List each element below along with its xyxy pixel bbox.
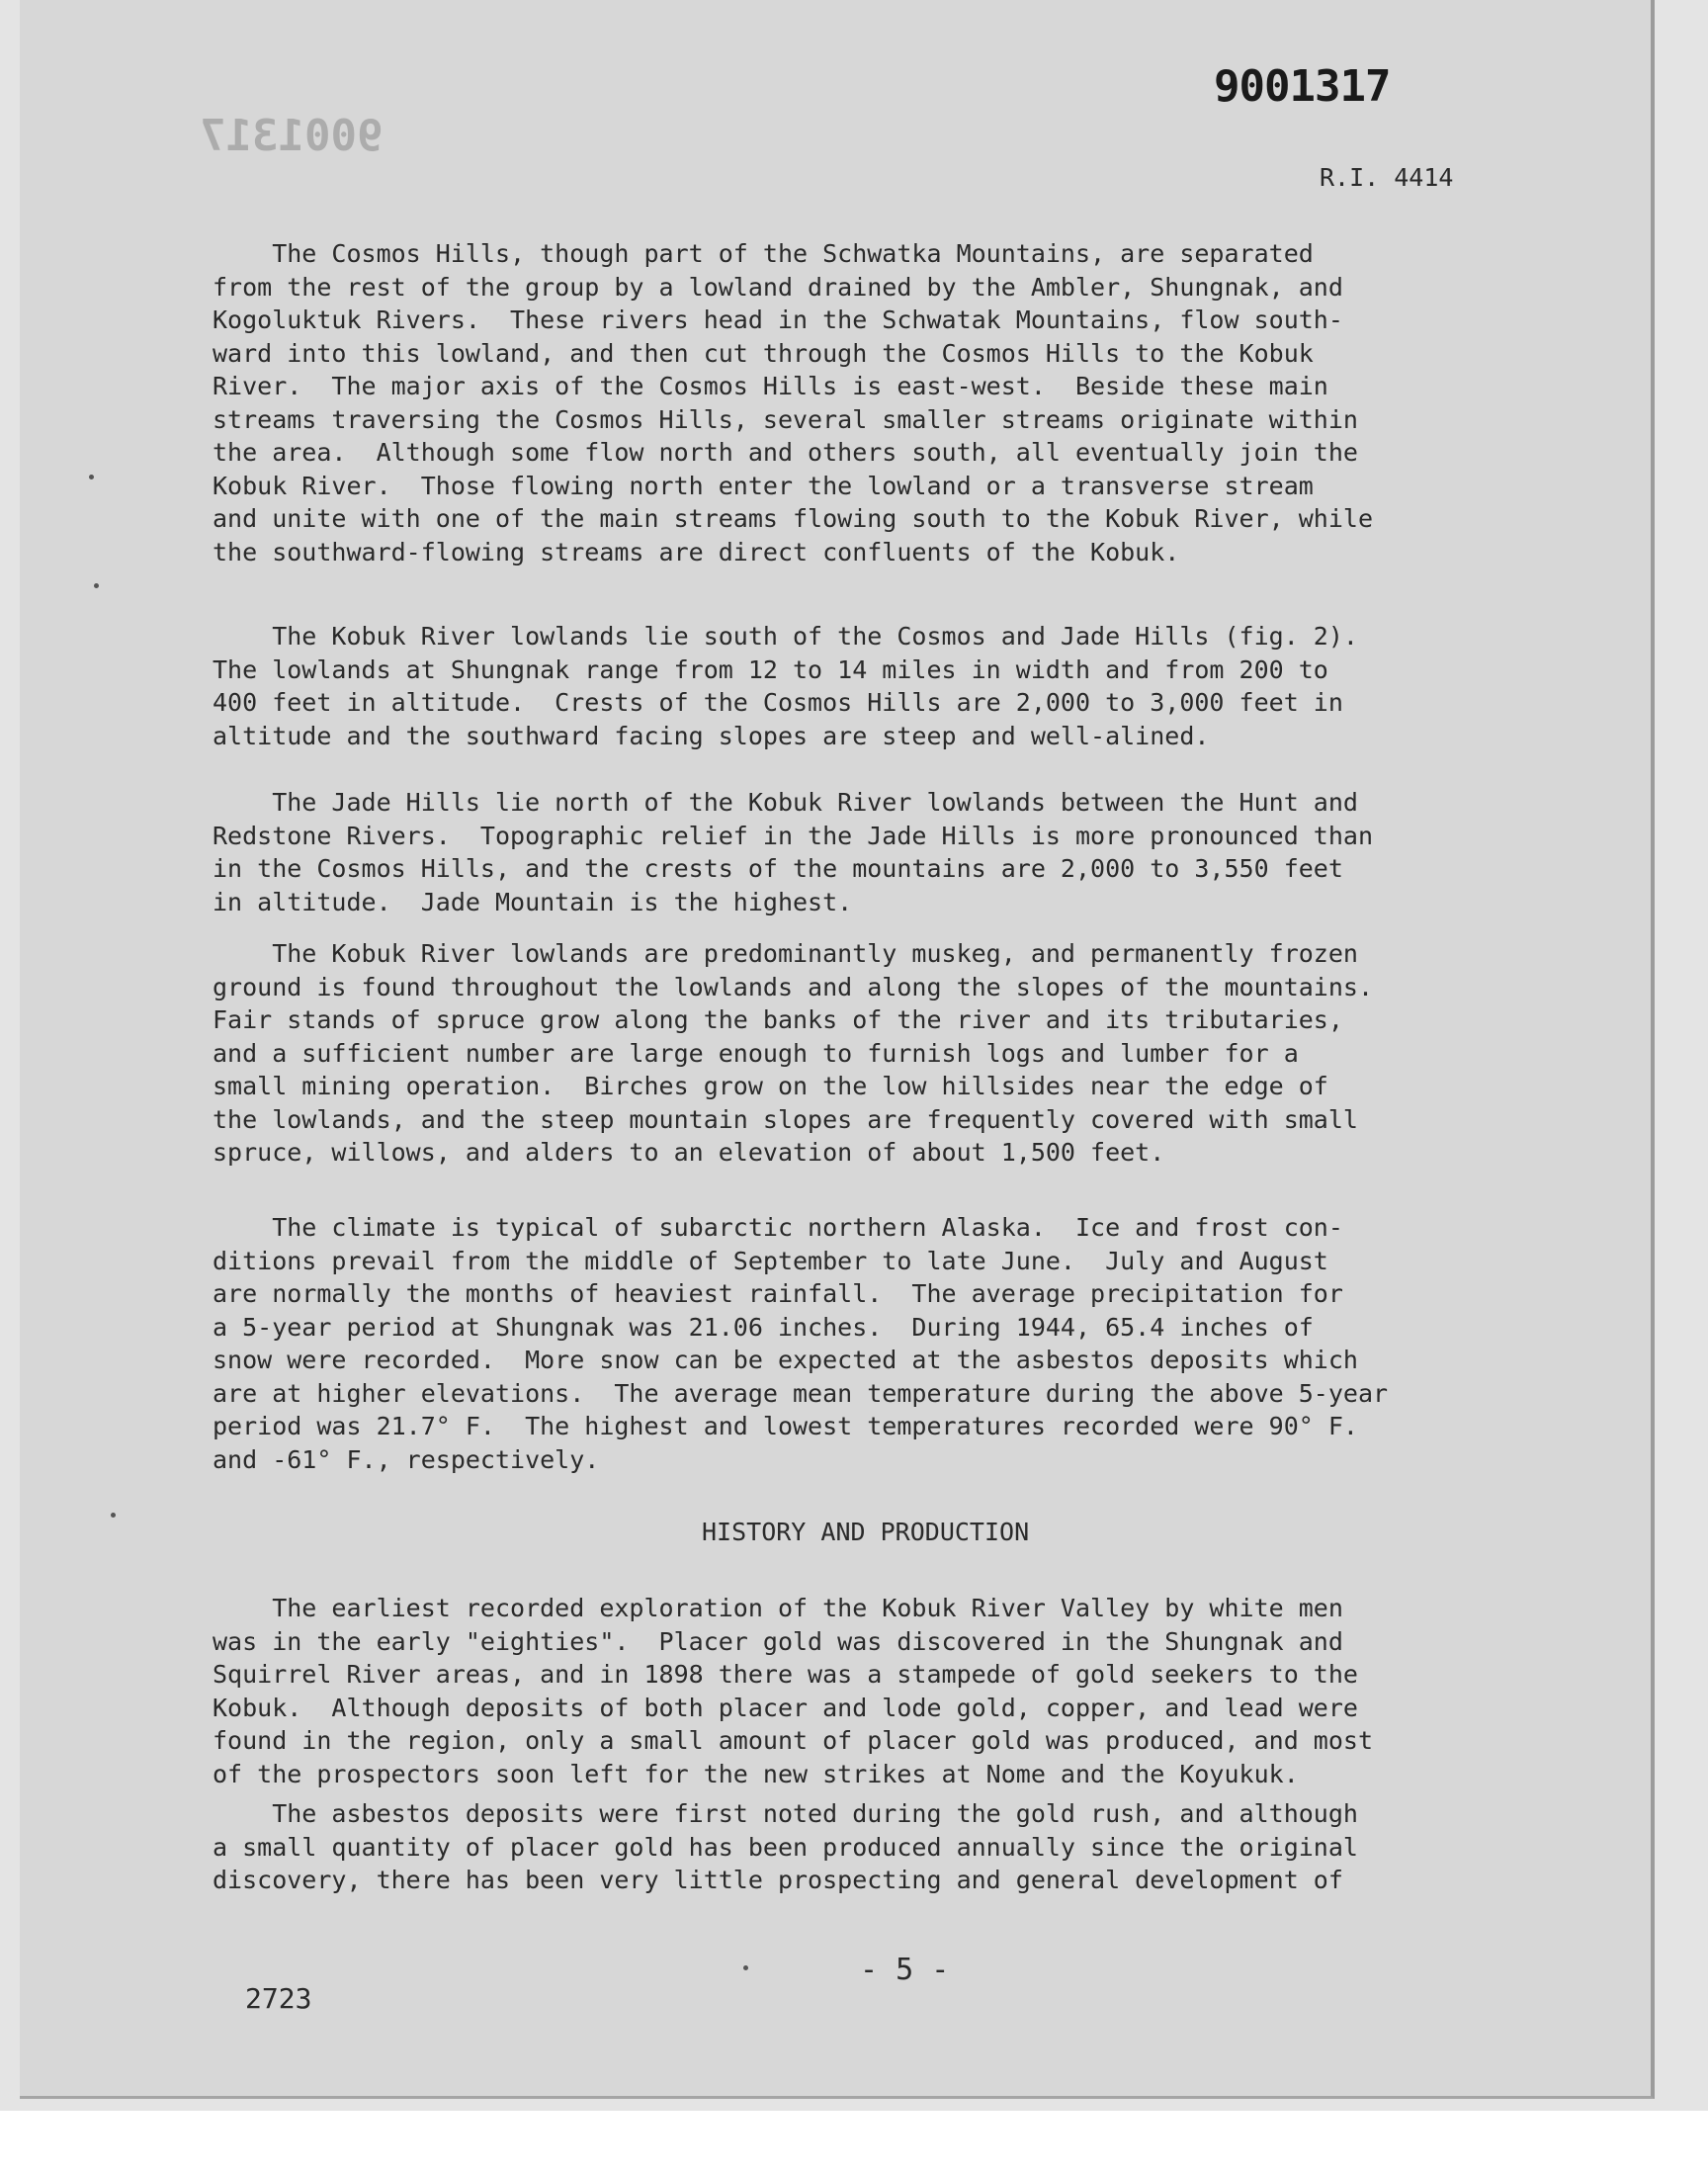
paragraph-asbestos: The asbestos deposits were first noted during the gold rush, and although a small quantity of placer gold has been produced annually since the original discovery, there has been very little prospecting and general development of <box>213 1799 1358 1894</box>
document-page <box>20 0 1655 2099</box>
paragraph-cosmos-hills: The Cosmos Hills, though part of the Schwatka Mountains, are separated from the rest of the group by a lowland drained by the Ambler, Shungnak, and Kogoluktuk Rivers. These rivers head in the Schwatak Mountains, flow south- ward into this lowland, and then cut through the Cosmos Hills to the Kobuk River. The major axis of the Cosmos Hills is east-west. Beside these main streams traversing the Cosmos Hills, several smaller streams originate within the area. Although some flow north and others south, all eventually join the Kobuk River. Those flowing north enter the lowland or a transverse stream and unite with one of the main streams flowing south to the Kobuk River, while the southward-flowing streams are direct confluents of the Kobuk. <box>213 239 1373 566</box>
report-id: R.I. 4414 <box>1320 163 1454 192</box>
document-number-stamp: 9001317 <box>1214 61 1391 112</box>
scan-speck <box>111 1513 116 1518</box>
bleed-through-number: 9001317 <box>200 111 384 161</box>
paragraph-climate: The climate is typical of subarctic northern Alaska. Ice and frost con- ditions prevail from the middle of September to late June. July and August are normally the months of heaviest rainfall. The average precipitation for a 5-year period at Shungnak was 21.06 inches. During 1944, 65.4 inches of snow were recorded. More snow can be expected at the asbestos deposits which are at higher elevations. The average mean temperature during the above 5-year period was 21.7° F. The highest and lowest temperatures recorded were 90° F. and -61° F., respectively. <box>213 1213 1389 1474</box>
scan-speck <box>89 475 94 479</box>
paragraph-exploration: The earliest recorded exploration of the Kobuk River Valley by white men was in the early "eighties". Placer gold was discovered in the Shungnak and Squirrel River areas, and in 1898 there was a stampede of gold seekers to the Kobuk. Although deposits of both placer and lode gold, copper, and lead were found in the region, only a small amount of placer gold was produced, and most of the prospectors soon left for the new strikes at Nome and the Koyukuk. <box>213 1594 1373 1788</box>
scan-speck <box>94 583 99 588</box>
footer-code: 2723 <box>245 1982 312 2015</box>
scan-speck <box>743 1965 748 1970</box>
page-number: - 5 - <box>860 1953 950 1987</box>
paragraph-vegetation: The Kobuk River lowlands are predominantly muskeg, and permanently frozen ground is found throughout the lowlands and along the slopes of the mountains. Fair stands of spruce grow along the banks of the river and its tributaries, and a sufficient number are large enough to furnish logs and lumber for a small mining operation. Birches grow on the low hillsides near the edge of the lowlands, and the steep mountain slopes are frequently covered with small spruce, willows, and alders to an elevation of about 1,500 feet. <box>213 939 1373 1167</box>
paragraph-jade-hills: The Jade Hills lie north of the Kobuk River lowlands between the Hunt and Redstone Rivers. Topographic relief in the Jade Hills is more pronounced than in the Cosmos Hills, and the crests of the mountains are 2,000 to 3,550 feet in altitude. Jade Mountain is the highest. <box>213 788 1373 916</box>
paragraph-kobuk-lowlands: The Kobuk River lowlands lie south of the Cosmos and Jade Hills (fig. 2). The lowlands at Shungnak range from 12 to 14 miles in width and from 200 to 400 feet in altitude. Crests of the Cosmos Hills are 2,000 to 3,000 feet in altitude and the southward facing slopes are steep and well-alined. <box>213 622 1358 750</box>
section-heading: HISTORY AND PRODUCTION <box>702 1518 1030 1546</box>
